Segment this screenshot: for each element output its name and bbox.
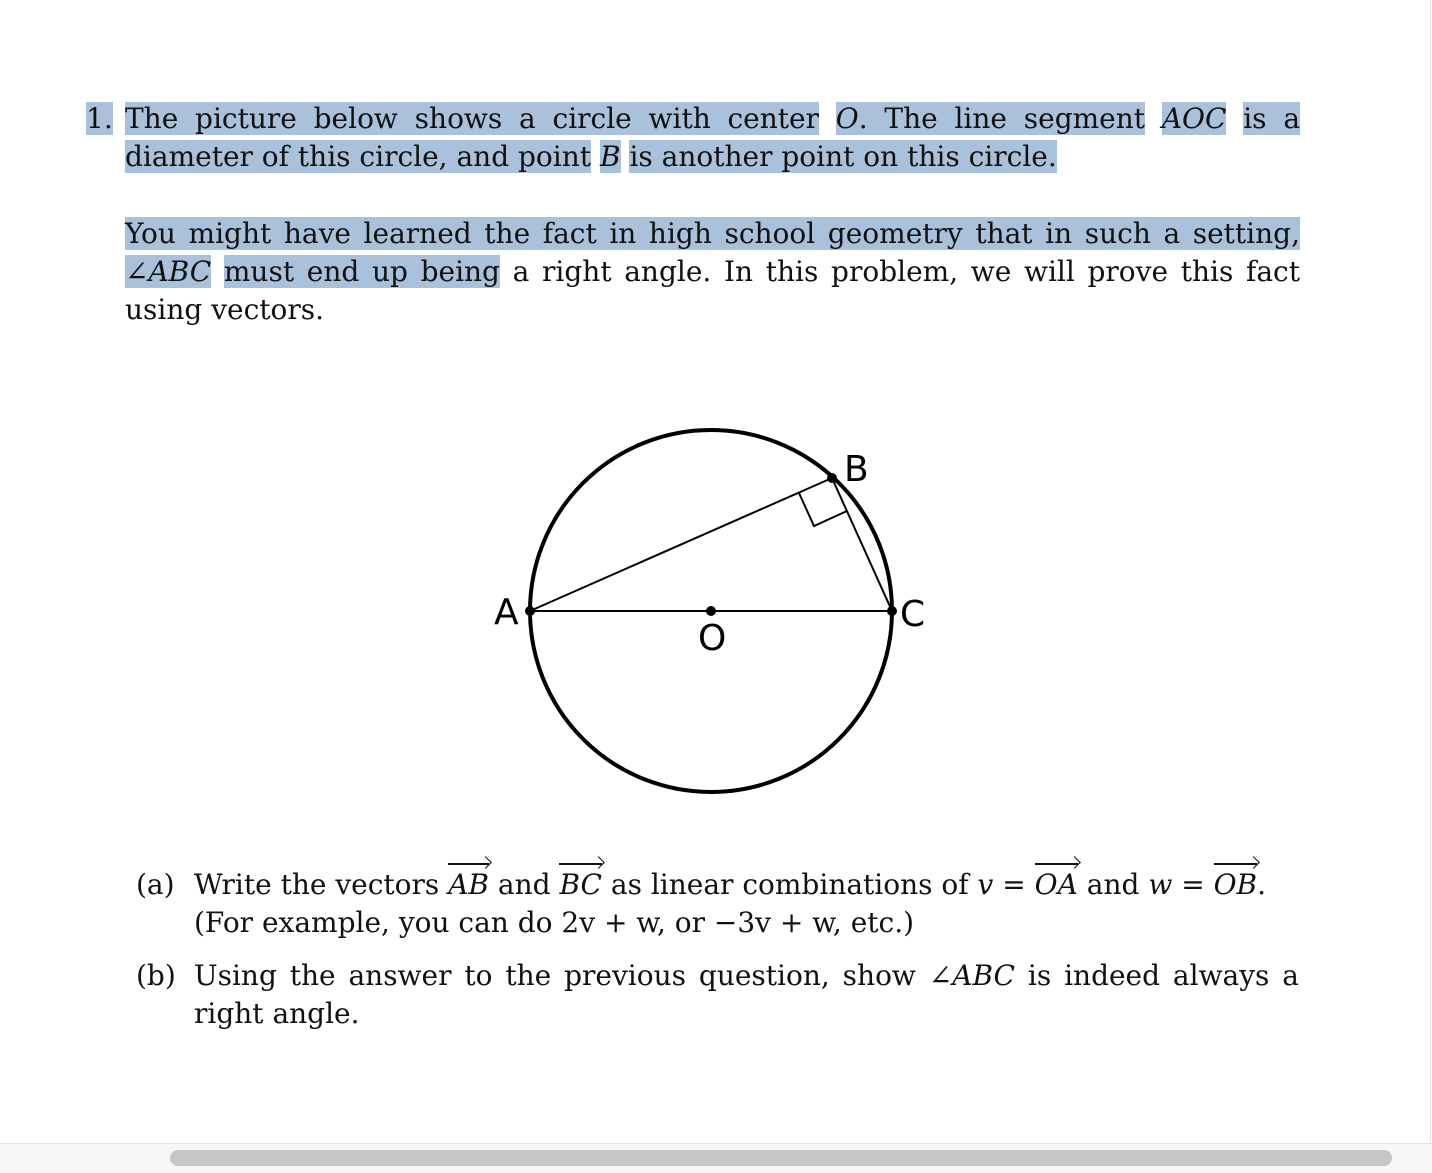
- vector-OB: OB: [1214, 866, 1258, 904]
- vector-OA: OA: [1035, 866, 1078, 904]
- point-B: [827, 473, 837, 483]
- segment-BC: [832, 478, 892, 611]
- label-B: B: [844, 449, 869, 490]
- text-selection: The picture below shows a circle with center: [125, 102, 819, 135]
- circle-diagram: [470, 420, 950, 810]
- scrollbar-thumb[interactable]: [170, 1150, 1392, 1166]
- point-A: [525, 606, 535, 616]
- label-C: C: [900, 594, 926, 635]
- part-a-text: Write the vectors AB and BC as linear combinations of v = OA and w = OB. (For example, you can do 2v + w, or −3v + w, etc.): [194, 868, 1266, 939]
- part-b-text: Using the answer to the previous question, show ∠ABC is indeed always a right angle.: [194, 959, 1299, 1030]
- problem-paragraph-2: You might have learned the fact in high school geometry that in such a setting, ∠ABC must end up being a right angle. In this problem, we will prove this fact using vectors.: [125, 217, 1300, 326]
- part-b-label: (b): [136, 959, 176, 992]
- vector-AB: AB: [448, 866, 489, 904]
- label-O: O: [698, 618, 727, 659]
- segment-AB: [530, 478, 832, 611]
- part-a-label: (a): [136, 868, 175, 901]
- problem-number: 1.: [86, 102, 113, 135]
- point-O: [706, 606, 716, 616]
- vector-BC: BC: [559, 866, 602, 904]
- right-angle-marker: [799, 493, 847, 526]
- problem-paragraph-1: The picture below shows a circle with center O. The line segment AOC is a diameter of this circle, and point B is another point on this circle.: [125, 102, 1301, 173]
- point-C: [887, 606, 897, 616]
- label-A: A: [494, 592, 519, 633]
